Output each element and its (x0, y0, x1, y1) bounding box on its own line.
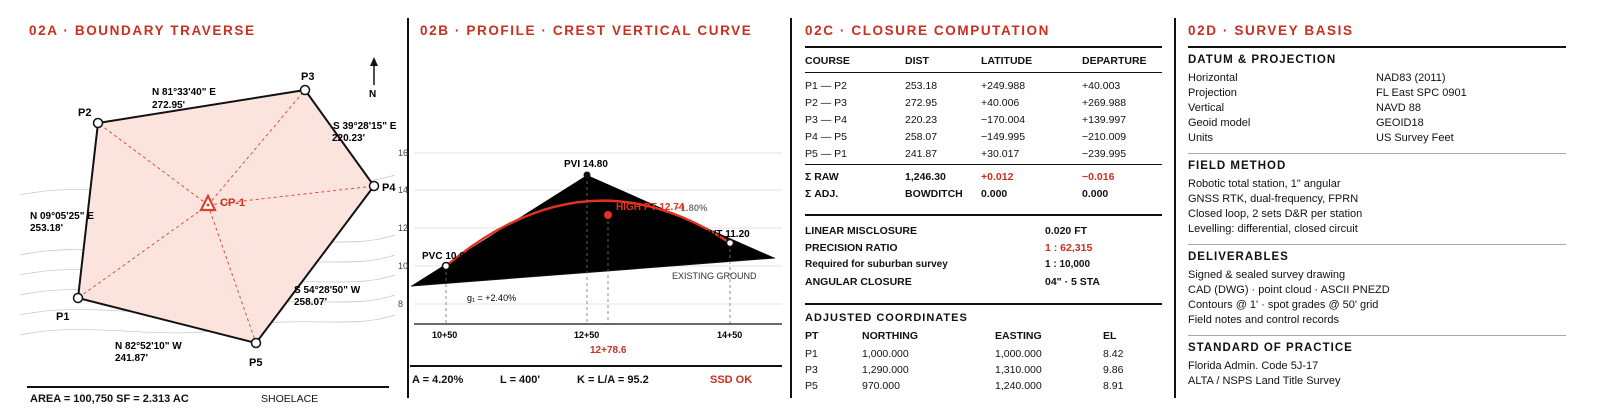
section-rule (805, 214, 1162, 216)
station-p5-marker (252, 339, 261, 348)
cell-dist: 253.18 (905, 80, 938, 92)
y-tick-label: 10 (398, 261, 409, 271)
cell-departure: −0.016 (1082, 171, 1115, 183)
north-label: N (369, 89, 377, 100)
stat-label: Required for suburban survey (805, 259, 948, 270)
adjusted-total-row (805, 188, 1162, 204)
cell-label: Σ RAW (805, 171, 839, 183)
title-rule (1188, 46, 1566, 48)
cell-dist: 258.07 (905, 131, 938, 143)
course-bearing: S 54°28'50" W (294, 285, 361, 296)
cell-method: BOWDITCH (905, 188, 963, 200)
x-tick-label: 12+50 (574, 330, 600, 340)
pvi-label: PVI 14.80 (564, 159, 608, 170)
table-row (805, 348, 1162, 364)
cell-northing: 1,290.000 (862, 364, 909, 376)
table-header-row (805, 55, 1162, 71)
table-row (805, 114, 1162, 130)
cell-latitude: +249.988 (981, 80, 1026, 92)
cell-course: P1 — P2 (805, 80, 848, 92)
datum-label: Units (1188, 132, 1214, 144)
column-header: COURSE (805, 55, 850, 67)
table-row (805, 97, 1162, 113)
station-p2-marker (94, 119, 103, 128)
cell-latitude: +0.012 (981, 171, 1014, 183)
cell-easting: 1,310.000 (995, 364, 1042, 376)
stat-value: 1 : 10,000 (1045, 259, 1091, 270)
cell-course: P3 — P4 (805, 114, 848, 126)
raw-total-row (805, 171, 1162, 187)
table-row (805, 148, 1162, 164)
section-divider (1188, 335, 1566, 336)
datum-label: Vertical (1188, 102, 1225, 114)
pvt-label: PVT 11.20 (703, 229, 750, 240)
cell-label: Σ ADJ. (805, 188, 839, 200)
course-distance: 253.18' (30, 223, 63, 234)
deliverable-item: Contours @ 1' · spot grades @ 50' grid (1188, 299, 1379, 311)
cell-point: P1 (805, 348, 818, 360)
cell-latitude: −170.004 (981, 114, 1026, 126)
cell-departure: +139.997 (1082, 114, 1127, 126)
course-bearing: N 81°33'40" E (152, 87, 216, 98)
field-section-title: FIELD METHOD (1188, 160, 1287, 172)
cell-departure: 0.000 (1082, 188, 1109, 200)
course-distance: 220.23' (332, 133, 365, 144)
station-p3-marker (301, 86, 310, 95)
panel-title: 02A · BOUNDARY TRAVERSE (29, 23, 256, 38)
station-p4-marker (370, 182, 379, 191)
cell-elevation: 9.86 (1103, 364, 1124, 376)
column-header: DIST (905, 55, 929, 67)
cell-elevation: 8.91 (1103, 380, 1124, 392)
north-arrowhead-icon (370, 57, 378, 66)
existing-ground-label: EXISTING GROUND (672, 271, 757, 281)
cell-course: P4 — P5 (805, 131, 848, 143)
datum-value: NAD83 (2011) (1376, 72, 1446, 84)
g2-label: −1.80% (675, 203, 708, 214)
coordinates-title: ADJUSTED COORDINATES (805, 312, 968, 324)
standard-section-title: STANDARD OF PRACTICE (1188, 342, 1353, 354)
stat-row (805, 225, 1162, 241)
column-header: NORTHING (862, 330, 918, 342)
field-method-item: GNSS RTK, dual-frequency, FPRN (1188, 193, 1359, 205)
area-method: SHOELACE (261, 393, 319, 405)
table-row (805, 131, 1162, 147)
datum-label: Geoid model (1188, 117, 1251, 129)
datum-label: Horizontal (1188, 72, 1238, 84)
panel-vertical-curve (398, 0, 788, 413)
panel-survey-basis (1178, 0, 1598, 413)
panel-divider (790, 18, 792, 398)
stat-label: LINEAR MISCLOSURE (805, 225, 918, 237)
cell-dist: 241.87 (905, 148, 938, 160)
parcel-polygon (78, 89, 377, 343)
y-tick-label: 16 (398, 148, 409, 158)
station-p4-label: P4 (382, 182, 396, 194)
course-bearing: S 39°28'15" E (333, 121, 397, 132)
table-header-row (805, 330, 1162, 346)
y-tick-label: 14 (398, 185, 409, 195)
deliverable-item: Field notes and control records (1188, 314, 1340, 326)
field-method-item: Levelling: differential, closed circuit (1188, 223, 1358, 235)
profile-chart (398, 0, 788, 413)
control-point-label: CP-1 (220, 197, 246, 209)
totals-rule (805, 164, 1162, 165)
station-p1-label: P1 (56, 311, 70, 323)
table-row (805, 80, 1162, 96)
k-value: K = L/A = 95.2 (577, 374, 649, 386)
footer-rule (410, 365, 782, 367)
datum-value: US Survey Feet (1376, 132, 1454, 144)
cell-easting: 1,000.000 (995, 348, 1042, 360)
station-p1-marker (74, 294, 83, 303)
table-row (805, 364, 1162, 380)
field-method-item: Closed loop, 2 sets D&R per station (1188, 208, 1363, 220)
table-row (805, 380, 1162, 396)
standard-item: Florida Admin. Code 5J-17 (1188, 360, 1319, 372)
y-tick-label: 8 (398, 299, 404, 309)
panel-divider (1174, 18, 1176, 398)
column-header: DEPARTURE (1082, 55, 1147, 67)
panel-title: 02C · CLOSURE COMPUTATION (805, 23, 1051, 38)
pvi-marker (584, 172, 591, 179)
section-divider (1188, 244, 1566, 245)
ssd-status-badge: SSD OK (710, 374, 753, 386)
standard-item: ALTA / NSPS Land Title Survey (1188, 375, 1341, 387)
cell-course: P2 — P3 (805, 97, 848, 109)
section-rule (805, 303, 1162, 305)
cell-dist: 1,246.30 (905, 171, 946, 183)
cell-course: P5 — P1 (805, 148, 848, 160)
course-distance: 258.07' (294, 297, 327, 308)
stat-label: PRECISION RATIO (805, 242, 898, 254)
high-point-label: HIGH PT 12.74 (616, 202, 685, 213)
cell-latitude: 0.000 (981, 188, 1008, 200)
stat-row (805, 259, 1162, 275)
panel-title: 02B · PROFILE · CREST VERTICAL CURVE (420, 23, 753, 38)
datum-value: FL East SPC 0901 (1376, 87, 1467, 99)
column-header: LATITUDE (981, 55, 1033, 67)
high-point-marker (604, 211, 612, 219)
x-tick-label: 14+50 (717, 330, 743, 340)
stat-row (805, 242, 1162, 258)
panel-closure (795, 0, 1170, 413)
cell-departure: −210.009 (1082, 131, 1127, 143)
deliverables-section-title: DELIVERABLES (1188, 251, 1289, 263)
datum-value: NAVD 88 (1376, 102, 1422, 114)
y-tick-label: 12 (398, 223, 409, 233)
precision-ratio-value: 1 : 62,315 (1045, 242, 1093, 254)
algebraic-difference: A = 4.20% (412, 374, 464, 386)
stat-value: 04" · 5 STA (1045, 276, 1100, 288)
pvc-label: PVC 10.00 (422, 251, 471, 262)
datum-value: GEOID18 (1376, 117, 1424, 129)
cell-point: P5 (805, 380, 818, 392)
x-tick-label: 10+50 (432, 330, 458, 340)
pvt-marker (727, 240, 734, 247)
column-header: EASTING (995, 330, 1042, 342)
station-p5-label: P5 (249, 357, 263, 369)
panel-title: 02D · SURVEY BASIS (1188, 23, 1354, 38)
course-bearing: N 09°05'25" E (30, 211, 94, 222)
cell-departure: +40.003 (1082, 80, 1121, 92)
cell-dist: 220.23 (905, 114, 938, 126)
cell-latitude: +30.017 (981, 148, 1020, 160)
deliverable-item: CAD (DWG) · point cloud · ASCII PNEZD (1188, 284, 1390, 296)
station-p2-label: P2 (78, 107, 92, 119)
column-header: EL (1103, 330, 1117, 342)
cell-easting: 1,240.000 (995, 380, 1042, 392)
cell-point: P3 (805, 364, 818, 376)
panel-divider (407, 18, 409, 398)
section-divider (1188, 153, 1566, 154)
pvc-marker (443, 263, 450, 270)
cell-northing: 1,000.000 (862, 348, 909, 360)
station-p3-label: P3 (301, 71, 315, 83)
curve-length: L = 400' (500, 374, 541, 386)
field-method-item: Robotic total station, 1" angular (1188, 178, 1341, 190)
cell-departure: +269.988 (1082, 97, 1127, 109)
g1-label: g₁ = +2.40% (467, 293, 517, 303)
totals-rows (805, 171, 1162, 211)
cell-departure: −239.995 (1082, 148, 1127, 160)
datum-section-title: DATUM & PROJECTION (1188, 54, 1337, 66)
control-point-center (207, 204, 210, 207)
area-result: AREA = 100,750 SF = 2.313 AC (30, 393, 189, 405)
course-bearing: N 82°52'10" W (115, 341, 182, 352)
footer-rule (27, 386, 389, 388)
course-distance: 241.87' (115, 353, 148, 364)
closure-stats (805, 225, 1162, 295)
title-rule (805, 46, 1162, 48)
cell-northing: 970.000 (862, 380, 900, 392)
cell-elevation: 8.42 (1103, 348, 1124, 360)
cell-latitude: −149.995 (981, 131, 1026, 143)
traverse-plan (0, 0, 405, 413)
datum-label: Projection (1188, 87, 1237, 99)
high-point-station: 12+78.6 (590, 345, 627, 356)
cell-dist: 272.95 (905, 97, 938, 109)
column-header: PT (805, 330, 819, 342)
cell-latitude: +40.006 (981, 97, 1020, 109)
stat-value: 0.020 FT (1045, 225, 1088, 237)
coordinates-table (805, 330, 1162, 400)
deliverable-item: Signed & sealed survey drawing (1188, 269, 1346, 281)
stat-row (805, 276, 1162, 292)
panel-boundary-traverse (0, 0, 405, 413)
header-rule (805, 72, 1162, 73)
stat-label: ANGULAR CLOSURE (805, 276, 912, 288)
course-rows (805, 80, 1162, 170)
course-distance: 272.95' (152, 100, 185, 111)
